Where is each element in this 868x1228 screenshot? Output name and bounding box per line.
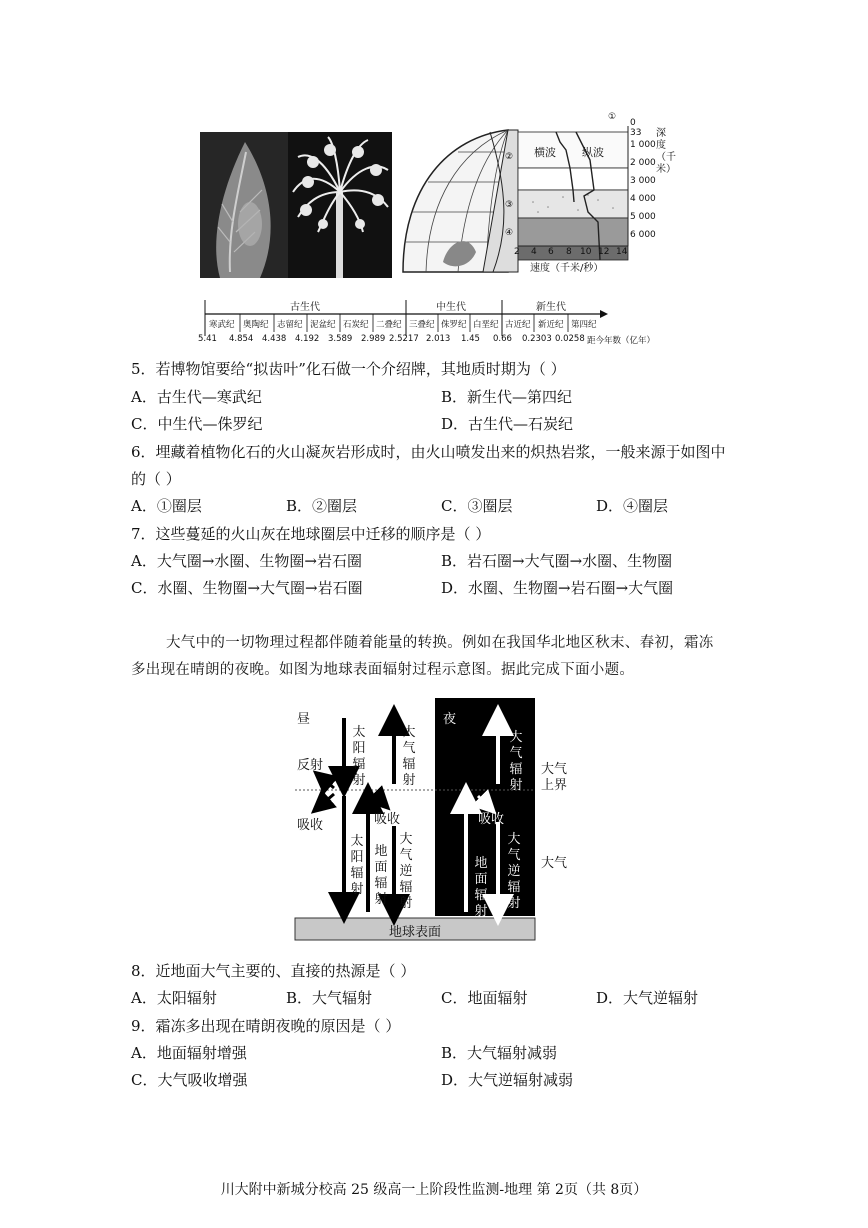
q6-option-d[interactable]: D．④圈层: [596, 497, 669, 515]
fossil-leaf-image: [200, 132, 288, 278]
era-mesozoic: 中生代: [436, 302, 466, 313]
depth-axis-label: 深度（千米）: [656, 128, 676, 175]
reflect-label: 反射: [297, 758, 324, 773]
age-0-2303: 0.2303: [522, 334, 552, 344]
absorb-mid-label: 吸收: [374, 812, 401, 827]
q7-option-d[interactable]: D．水圈、生物圈→岩石圈→大气圈: [441, 579, 674, 597]
period-ordovician: 奥陶纪: [243, 320, 269, 330]
q5-option-a[interactable]: A．古生代—寒武纪: [131, 388, 262, 406]
fossil-tree-illustration: [288, 132, 392, 278]
period-triassic: 三叠纪: [409, 320, 435, 330]
era-cenozoic: 新生代: [536, 302, 566, 313]
passage-line-2: 多出现在晴朗的夜晚。如图为地球表面辐射过程示意图。据此完成下面小题。: [131, 662, 635, 678]
age-unit: 距今年数（亿年）: [587, 336, 656, 346]
age-5-41: 5.41: [198, 334, 217, 344]
depth-tick-4000: 4 000: [630, 194, 656, 204]
period-paleogene: 古近纪: [505, 320, 531, 330]
absorb-left-label: 吸收: [297, 818, 324, 833]
fossil-photo-leaf: [200, 132, 288, 278]
q8-stem: 8．近地面大气主要的、直接的热源是（ ）: [131, 962, 416, 980]
q9-option-d[interactable]: D．大气逆辐射减弱: [441, 1071, 574, 1089]
depth-tick-33: 33: [630, 128, 642, 138]
speed-tick-4: 4: [531, 247, 537, 257]
night-ground-radiation-label: 地面辐射: [474, 856, 488, 919]
night-label: 夜: [443, 712, 457, 727]
atm-counter-radiation-label: 大气逆辐射: [399, 832, 413, 911]
period-silurian: 志留纪: [277, 320, 303, 330]
q6-option-b[interactable]: B．②圈层: [286, 497, 358, 515]
q5-option-b[interactable]: B．新生代—第四纪: [441, 388, 573, 406]
q7-option-b[interactable]: B．岩石圈→大气圈→水圈、生物圈: [441, 552, 673, 570]
atmosphere-label: 大气: [541, 856, 568, 871]
layer-label-4: ④: [505, 228, 514, 238]
q9-stem: 9．霜冻多出现在晴朗夜晚的原因是（ ）: [131, 1017, 401, 1035]
speed-tick-10: 10: [580, 247, 592, 257]
age-0-0258: 0.0258: [555, 334, 585, 344]
earth-surface-label: 地球表面: [388, 925, 441, 940]
q8-option-d[interactable]: D．大气逆辐射: [596, 989, 699, 1007]
speed-tick-2: 2: [514, 247, 520, 257]
q7-option-a[interactable]: A．大气圈→水圈、生物圈→岩石圈: [131, 552, 362, 570]
age-3-589: 3.589: [328, 334, 353, 344]
q6-stem-line1: 6．埋藏着植物化石的火山凝灰岩形成时，由火山喷发出来的炽热岩浆，一般来源于如图中: [131, 443, 726, 461]
day-label: 昼: [297, 712, 311, 727]
period-neogene: 新近纪: [538, 320, 564, 330]
speed-axis-label: 速度（千米/秒）: [530, 263, 604, 274]
period-cambrian: 寒武纪: [209, 320, 235, 330]
q6-option-c[interactable]: C．③圈层: [441, 497, 513, 515]
depth-tick-2000: 2 000: [630, 158, 656, 168]
layer-label-2: ②: [505, 152, 514, 162]
q5-stem: 5．若博物馆要给“拟齿叶”化石做一个介绍牌，其地质时期为（ ）: [131, 360, 566, 378]
solar-radiation-bottom-label: 太阳辐射: [350, 834, 364, 897]
q8-option-b[interactable]: B．大气辐射: [286, 989, 373, 1007]
age-2-989: 2.989: [361, 334, 386, 344]
period-cretaceous: 白垩纪: [473, 320, 499, 330]
ground-radiation-label: 地面辐射: [374, 844, 388, 907]
q9-option-a[interactable]: A．地面辐射增强: [131, 1044, 247, 1062]
period-quaternary: 第四纪: [571, 320, 597, 330]
transverse-wave-label: 横波: [534, 146, 556, 159]
speed-tick-6: 6: [548, 247, 554, 257]
q7-stem: 7．这些蔓延的火山灰在地球圈层中迁移的顺序是（ ）: [131, 525, 491, 543]
q6-stem-line2: 的（ ）: [131, 470, 181, 488]
age-2-5217: 2.5217: [389, 334, 419, 344]
palm-tree-image: [288, 132, 392, 278]
absorb-right-label: 吸收: [478, 812, 505, 827]
depth-tick-0: 0: [630, 118, 636, 128]
q8-option-a[interactable]: A．太阳辐射: [131, 989, 217, 1007]
night-atm-radiation-label: 大气辐射: [509, 730, 523, 793]
age-0-66: 0.66: [493, 334, 512, 344]
longitudinal-wave-label: 纵波: [582, 146, 604, 159]
speed-tick-12: 12: [598, 247, 610, 257]
layer-label-3: ③: [505, 200, 514, 210]
q8-option-c[interactable]: C．地面辐射: [441, 989, 528, 1007]
upper-boundary-label: 大气上界: [541, 762, 568, 793]
age-1-45: 1.45: [461, 334, 480, 344]
age-4-854: 4.854: [229, 334, 254, 344]
q6-option-a[interactable]: A．①圈层: [131, 497, 202, 515]
depth-tick-6000: 6 000: [630, 230, 656, 240]
depth-tick-5000: 5 000: [630, 212, 656, 222]
passage-line-1: 大气中的一切物理过程都伴随着能量的转换。例如在我国华北地区秋末、春初，霜冻: [166, 635, 714, 651]
speed-tick-14: 14: [616, 247, 628, 257]
q5-option-d[interactable]: D．古生代—石炭纪: [441, 415, 574, 433]
night-atm-counter-label: 大气逆辐射: [507, 832, 521, 911]
period-permian: 二叠纪: [376, 320, 402, 330]
q5-option-c[interactable]: C．中生代—侏罗纪: [131, 415, 263, 433]
page-footer: 川大附中新城分校高 25 级高一上阶段性监测-地理 第 2页（共 8页）: [220, 1182, 648, 1198]
era-paleozoic: 古生代: [290, 302, 320, 313]
q9-option-b[interactable]: B．大气辐射减弱: [441, 1044, 558, 1062]
period-jurassic: 侏罗纪: [441, 320, 467, 330]
depth-tick-3000: 3 000: [630, 176, 656, 186]
age-2-013: 2.013: [426, 334, 451, 344]
q7-option-c[interactable]: C．水圈、生物圈→大气圈→岩石圈: [131, 579, 363, 597]
speed-tick-8: 8: [566, 247, 572, 257]
period-carboniferous: 石炭纪: [343, 320, 369, 330]
age-4-192: 4.192: [295, 334, 320, 344]
layer-label-1: ①: [608, 112, 617, 122]
period-devonian: 泥盆纪: [310, 320, 336, 330]
atmospheric-radiation-top-label: 大气辐射: [402, 725, 416, 788]
q9-option-c[interactable]: C．大气吸收增强: [131, 1071, 248, 1089]
depth-tick-1000: 1 000: [630, 140, 656, 150]
solar-radiation-top-label: 太阳辐射: [352, 725, 366, 788]
age-4-438: 4.438: [262, 334, 287, 344]
